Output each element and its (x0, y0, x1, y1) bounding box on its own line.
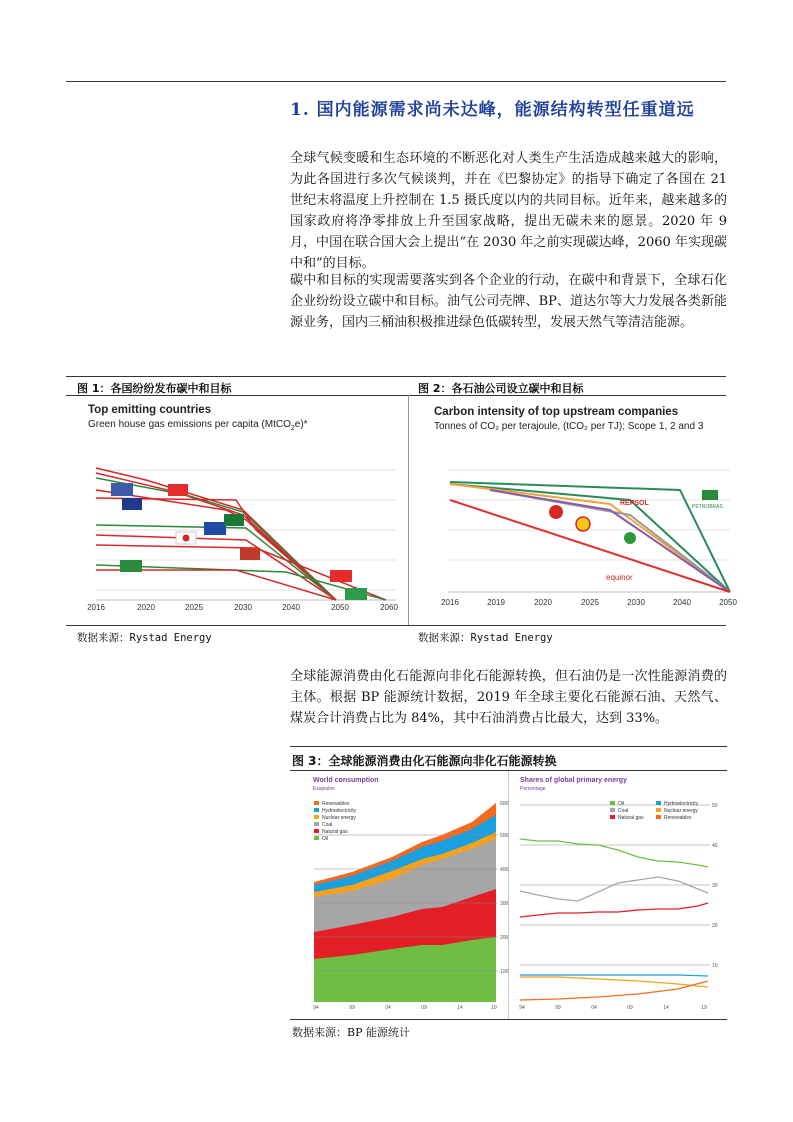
fig3-bottom-rule (290, 1019, 727, 1020)
fig2-line-petrobras (450, 482, 730, 592)
right-ytick-10: 10 (712, 963, 718, 969)
repsol-logo: REPSOL (620, 500, 649, 507)
rlegend-swatch-renewables (656, 815, 661, 819)
right-xtick-99: 99 (555, 1005, 561, 1011)
legend-swatch-nuclear (314, 815, 319, 819)
bp-logo-icon (624, 532, 636, 544)
fig3-left-x-ticks (313, 1005, 497, 1011)
left-xtick-14: 14 (457, 1005, 463, 1011)
rlegend-swatch-hydro (656, 801, 661, 805)
fig12-bottom-rule (66, 625, 726, 626)
fig2-x-tick-labels (441, 598, 737, 607)
fig2-tick-2050: 2050 (719, 598, 737, 607)
left-xtick-19: 19 (491, 1005, 497, 1011)
fig3-right-x-ticks (519, 1005, 707, 1011)
rlegend-hydro: Hydroelectricity (664, 801, 699, 807)
fig12-divider (408, 395, 409, 625)
flag-mexico (120, 560, 142, 572)
fig2-tick-2020: 2020 (534, 598, 552, 607)
fig3-right-chart (518, 797, 726, 1012)
fig1-caption: 图 1：各国纷纷发布碳中和目标 (77, 382, 232, 395)
flag-china (330, 570, 352, 582)
fig2-line-equinor (450, 500, 730, 592)
legend-swatch-renewables (314, 801, 319, 805)
fig3-left-legend (314, 801, 357, 842)
fig1-chart (86, 440, 402, 615)
equinor-logo: equinor (606, 573, 633, 582)
fig1-chart-subtitle: Green house gas emissions per capita (MtCO$_2$e)* (88, 419, 308, 432)
fig2-chart-title: Carbon intensity of top upstream companies (434, 406, 679, 418)
flag-australia (122, 498, 142, 510)
fig1-x-tick-labels (87, 603, 398, 612)
rlegend-swatch-nuclear (656, 808, 661, 812)
fig3-right-title: Shares of global primary energy (520, 777, 627, 784)
petrobras-label: PETROBRAS (692, 504, 723, 510)
left-xtick-94: 94 (313, 1005, 319, 1011)
share-line-nuclear (520, 977, 708, 987)
fig3-source: 数据来源：BP 能源统计 (292, 1026, 410, 1039)
fig2-chart-subtitle: Tonnes of CO₂ per terajoule, (tCO₂ per TJ); Scope 1, 2 and 3 (434, 421, 704, 432)
legend-swatch-oil (314, 836, 319, 840)
fig1-tick-2060: 2060 (380, 603, 398, 612)
legend-gas: Natural gas (322, 829, 348, 835)
shell-logo-icon (576, 517, 590, 531)
flag-brazil (345, 588, 367, 600)
left-ytick-600: 600 (500, 801, 509, 807)
rlegend-renewables: Renewables (664, 815, 692, 821)
fig1-flags (111, 483, 367, 600)
header-rule (66, 81, 726, 82)
legend-coal: Coal (322, 822, 333, 828)
legend-swatch-gas (314, 829, 319, 833)
paragraph-2: 碳中和目标的实现需要落实到各个企业的行动，在碳中和背景下，全球石化企业纷纷设立碳中和目标。油气公司壳牌、BP、道达尔等大力发展各类新能源业务，国内三桶油积极推进绿色低碳转型，发展天然气等清洁能源。 (290, 273, 727, 330)
rlegend-swatch-coal (610, 808, 615, 812)
left-xtick-04: 04 (385, 1005, 391, 1011)
flag-saudi-arabia (224, 514, 244, 526)
legend-renewables: Renewables (322, 801, 350, 807)
fig3-left-title: World consumption (313, 777, 379, 784)
fig2-caption: 图 2：各石油公司设立碳中和目标 (418, 382, 584, 395)
rlegend-swatch-gas (610, 815, 615, 819)
fig1-tick-2020: 2020 (137, 603, 155, 612)
right-xtick-09: 09 (627, 1005, 633, 1011)
fig12-top-rule (66, 376, 726, 377)
paragraph-1: 全球气候变暖和生态环境的不断恶化对人类生产生活造成越来越大的影响，为此各国进行多次气候谈判，并在《巴黎协定》的指导下确定了各国在 21 世纪末将温度上升控制在 1.5 摄氏度以内的共同目标。近年来，越来越多的国家政府将净零排放上升至国家战略，提出无碳未来的愿景。2020 年 9 月，中国在联合国大会上提出“在 2030 年之前实现碳达峰，2060 年实现碳中和”的目标。 (290, 151, 727, 271)
fig3-right-y-ticks (712, 803, 718, 969)
left-ytick-300: 300 (500, 901, 509, 907)
fig3-caption: 图 3：全球能源消费由化石能源向非化石能源转换 (292, 754, 557, 768)
fig1-tick-2040: 2040 (282, 603, 300, 612)
fig2-tick-2040: 2040 (673, 598, 691, 607)
fig3-left-y-ticks (500, 801, 509, 975)
left-ytick-100: 100 (500, 969, 509, 975)
rlegend-coal: Coal (618, 808, 629, 814)
fig2-tick-2025: 2025 (581, 598, 599, 607)
right-xtick-14: 14 (663, 1005, 669, 1011)
right-xtick-04: 04 (591, 1005, 597, 1011)
left-ytick-400: 400 (500, 867, 509, 873)
fig1-chart-title: Top emitting countries (88, 404, 212, 416)
fig2-tick-2016: 2016 (441, 598, 459, 607)
fig3-right-legend (610, 801, 699, 821)
fig3-divider (508, 771, 509, 1019)
flag-canada (168, 484, 188, 496)
fig2-tick-2030: 2030 (627, 598, 645, 607)
fig2-source: 数据来源：Rystad Energy (418, 632, 553, 644)
legend-swatch-coal (314, 822, 319, 826)
legend-nuclear: Nuclear energy (322, 815, 356, 821)
petrobras-logo-icon (702, 490, 718, 500)
flag-japan-dot (183, 535, 190, 542)
fig1-source: 数据来源：Rystad Energy (77, 632, 212, 644)
rlegend-nuclear: Nuclear energy (664, 808, 698, 814)
right-xtick-19: 19 (701, 1005, 707, 1011)
legend-swatch-hydro (314, 808, 319, 812)
rlegend-gas: Natural gas (618, 815, 644, 821)
left-xtick-99: 99 (349, 1005, 355, 1011)
fig2-lines (450, 482, 730, 592)
flag-us (111, 483, 133, 496)
share-line-hydro (520, 975, 708, 976)
legend-oil: Oil (322, 836, 329, 842)
right-xtick-94: 94 (519, 1005, 525, 1011)
right-ytick-30: 30 (712, 883, 718, 889)
fig3-left-chart (312, 797, 508, 1012)
share-line-coal (520, 877, 708, 901)
right-ytick-50: 50 (712, 803, 718, 809)
fig2-tick-2019: 2019 (487, 598, 505, 607)
fig1-tick-2030: 2030 (234, 603, 252, 612)
right-ytick-20: 20 (712, 923, 718, 929)
left-ytick-500: 500 (500, 833, 509, 839)
fig12-caption-rule (66, 395, 726, 396)
fig3-right-unit: Percentage (520, 786, 546, 792)
fig3-right-lines (520, 839, 708, 1000)
section-heading: 1. 国内能源需求尚未达峰，能源结构转型任重道远 (290, 100, 695, 120)
legend-hydro: Hydroelectricity (322, 808, 357, 814)
rlegend-oil: Oil (618, 801, 625, 807)
paragraph-3: 全球能源消费由化石能源向非化石能源转换，但石油仍是一次性能源消费的主体。根据 BP 能源统计数据，2019 年全球主要化石能源石油、天然气、煤炭合计消费占比为 84%，其中石油消费占比最大，达到 33%。 (290, 669, 727, 726)
right-ytick-40: 40 (712, 843, 718, 849)
total-logo-icon (549, 505, 563, 519)
fig1-tick-2016: 2016 (87, 603, 105, 612)
flag-uk (240, 548, 260, 560)
flag-eu (204, 522, 226, 535)
fig3-left-unit: Exajoules (313, 786, 335, 792)
left-ytick-200: 200 (500, 935, 509, 941)
fig2-chart (430, 460, 737, 610)
fig1-tick-2025: 2025 (185, 603, 203, 612)
fig3-top-rule (290, 746, 727, 747)
share-line-gas (520, 903, 708, 917)
share-line-oil (520, 839, 708, 867)
fig1-tick-2050: 2050 (331, 603, 349, 612)
left-xtick-09: 09 (421, 1005, 427, 1011)
rlegend-swatch-oil (610, 801, 615, 805)
